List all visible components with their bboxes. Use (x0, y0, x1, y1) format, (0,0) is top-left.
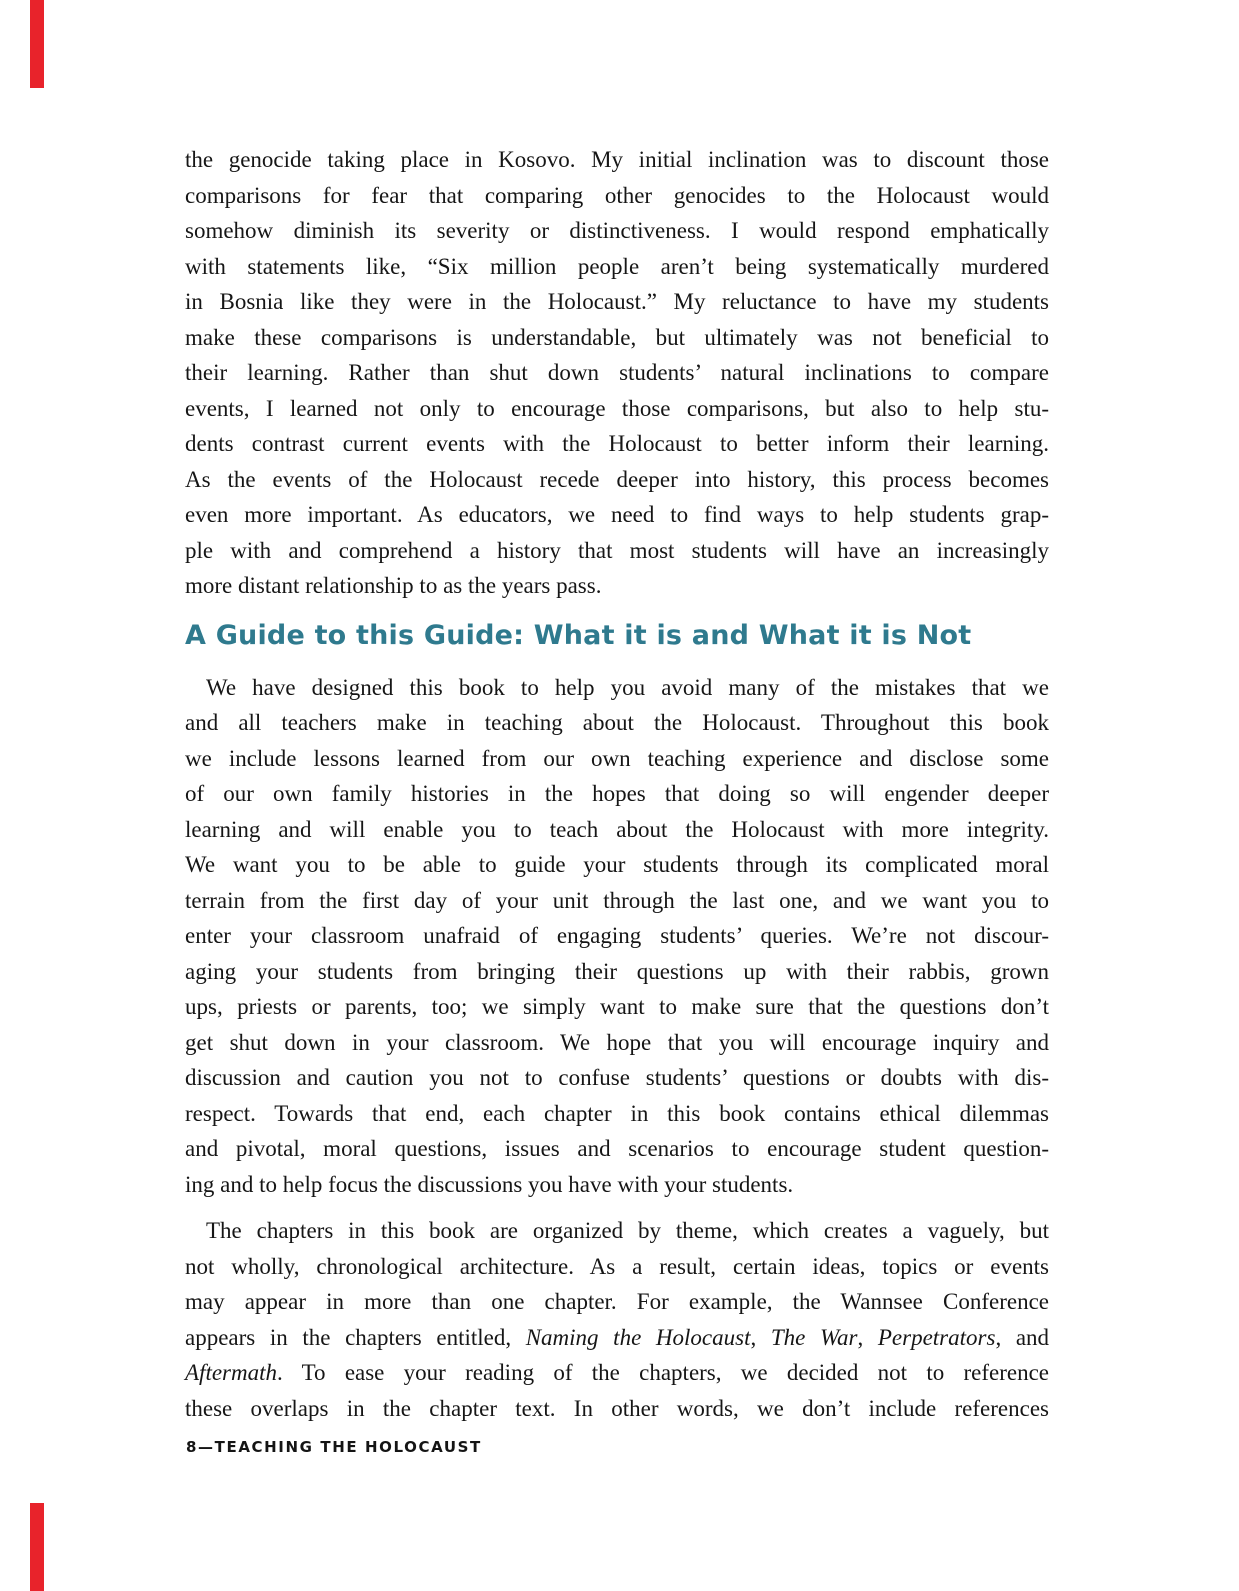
text-segment: learning and will enable you to teach about the Holocaust with more integrity. (185, 816, 1049, 842)
text-segment: make these comparisons is understandable, but ultimately was not beneficial to (185, 324, 1049, 350)
text-line (185, 1167, 1049, 1203)
text-line (185, 320, 1049, 356)
text-line (185, 142, 1049, 178)
text-segment: , (750, 1324, 771, 1350)
paragraph (185, 1213, 1049, 1426)
text-segment: appears in the chapters entitled, (185, 1324, 526, 1350)
text-segment: and pivotal, moral questions, issues and scenarios to encourage student question- (185, 1136, 1049, 1161)
text-segment: enter your classroom unafraid of engaging students’ queries. We’re not discour- (185, 923, 1049, 948)
italic-book-title: Naming the Holocaust (525, 1324, 751, 1350)
text-segment: the genocide taking place in Kosovo. My initial inclination was to discount those (185, 147, 1049, 172)
text-segment: even more important. As educators, we need to find ways to help students grap- (185, 502, 1049, 527)
text-segment: get shut down in your classroom. We hope that you will encourage inquiry and (185, 1029, 1049, 1055)
text-line (185, 1284, 1049, 1320)
text-segment: events, I learned not only to encourage those comparisons, but also to help stu- (185, 395, 1049, 421)
text-segment: The chapters in this book are organized by theme, which creates a vaguely, but (206, 1218, 1049, 1243)
text-segment: We have designed this book to help you avoid many of the mistakes that we (206, 674, 1049, 700)
text-segment: their learning. Rather than shut down students’ natural inclinations to compare (185, 360, 1049, 385)
book-title: TEACHING THE HOLOCAUST (214, 1438, 482, 1456)
text-line (185, 568, 1049, 604)
text-line (185, 284, 1049, 320)
text-line (185, 1320, 1049, 1356)
text-segment: dents contrast current events with the Holocaust to better inform their learning. (185, 431, 1049, 456)
page-edge-mark-bottom (30, 1503, 44, 1591)
text-segment: ple with and comprehend a history that most students will have an increasingly (185, 537, 1049, 563)
text-line (185, 1213, 1049, 1249)
text-line (185, 426, 1049, 462)
text-segment: more distant relationship to as the years pass. (185, 573, 602, 598)
text-line (185, 918, 1049, 954)
text-segment: terrain from the first day of your unit through the last one, and we want you to (185, 887, 1049, 913)
text-line (185, 741, 1049, 777)
running-footer (186, 1438, 482, 1456)
text-line (185, 178, 1049, 214)
text-line (185, 776, 1049, 812)
text-line (185, 812, 1049, 848)
text-segment: and all teachers make in teaching about the Holocaust. Throughout this book (185, 710, 1049, 735)
text-segment: comparisons for fear that comparing other genocides to the Holocaust would (185, 182, 1049, 208)
text-segment: discussion and caution you not to confuse students’ questions or doubts with dis- (185, 1065, 1049, 1090)
text-segment: ing and to help focus the discussions you have with your students. (185, 1171, 794, 1197)
paragraph-continued (185, 142, 1049, 604)
text-line (185, 391, 1049, 427)
text-segment: , (857, 1324, 878, 1350)
text-segment: of our own family histories in the hopes that doing so will engender deeper (185, 781, 1049, 806)
text-line (185, 1096, 1049, 1132)
page-edge-mark-top (30, 0, 44, 88)
text-line (185, 249, 1049, 285)
text-line (185, 954, 1049, 990)
text-segment: with statements like, “Six million people aren’t being systematically murdered (185, 253, 1049, 279)
text-line (185, 989, 1049, 1025)
text-line (185, 670, 1049, 706)
text-segment: we include lessons learned from our own teaching experience and disclose some (185, 745, 1049, 771)
text-segment: in Bosnia like they were in the Holocaust.” My reluctance to have my students (185, 289, 1049, 314)
text-line (185, 847, 1049, 883)
text-line (185, 1025, 1049, 1061)
paragraph (185, 670, 1049, 1203)
text-line (185, 883, 1049, 919)
text-line (185, 1355, 1049, 1391)
footer-separator: — (198, 1438, 215, 1456)
text-segment: somehow diminish its severity or distinctiveness. I would respond emphatically (185, 218, 1049, 243)
text-segment: As the events of the Holocaust recede deeper into history, this process becomes (185, 466, 1049, 492)
text-segment: these overlaps in the chapter text. In other words, we don’t include references (185, 1395, 1049, 1421)
italic-book-title: Aftermath (185, 1360, 277, 1385)
text-line (185, 705, 1049, 741)
text-line (185, 355, 1049, 391)
italic-book-title: The War (770, 1324, 858, 1350)
text-segment: may appear in more than one chapter. For example, the Wannsee Conference (185, 1289, 1049, 1314)
text-line (185, 533, 1049, 569)
text-segment: respect. Towards that end, each chapter in this book contains ethical dilemmas (185, 1100, 1049, 1126)
italic-book-title: Perpetrators (877, 1324, 996, 1350)
page-number: 8 (186, 1438, 199, 1456)
text-segment: . To ease your reading of the chapters, we decided not to reference (277, 1360, 1049, 1385)
text-line (185, 1060, 1049, 1096)
text-segment: We want you to be able to guide your students through its complicated moral (185, 852, 1049, 877)
text-line (185, 462, 1049, 498)
text-line (185, 1131, 1049, 1167)
text-line (185, 213, 1049, 249)
text-line (185, 1249, 1049, 1285)
page-body (185, 142, 1049, 1426)
text-segment: not wholly, chronological architecture. As a result, certain ideas, topics or events (185, 1253, 1049, 1279)
text-line (185, 1391, 1049, 1427)
text-segment: ups, priests or parents, too; we simply want to make sure that the questions don’t (185, 994, 1049, 1019)
text-segment: aging your students from bringing their questions up with their rabbis, grown (185, 958, 1049, 984)
text-segment: , and (995, 1324, 1050, 1350)
section-heading: A Guide to this Guide: What it is and What it is Not (185, 619, 972, 651)
text-line (185, 497, 1049, 533)
